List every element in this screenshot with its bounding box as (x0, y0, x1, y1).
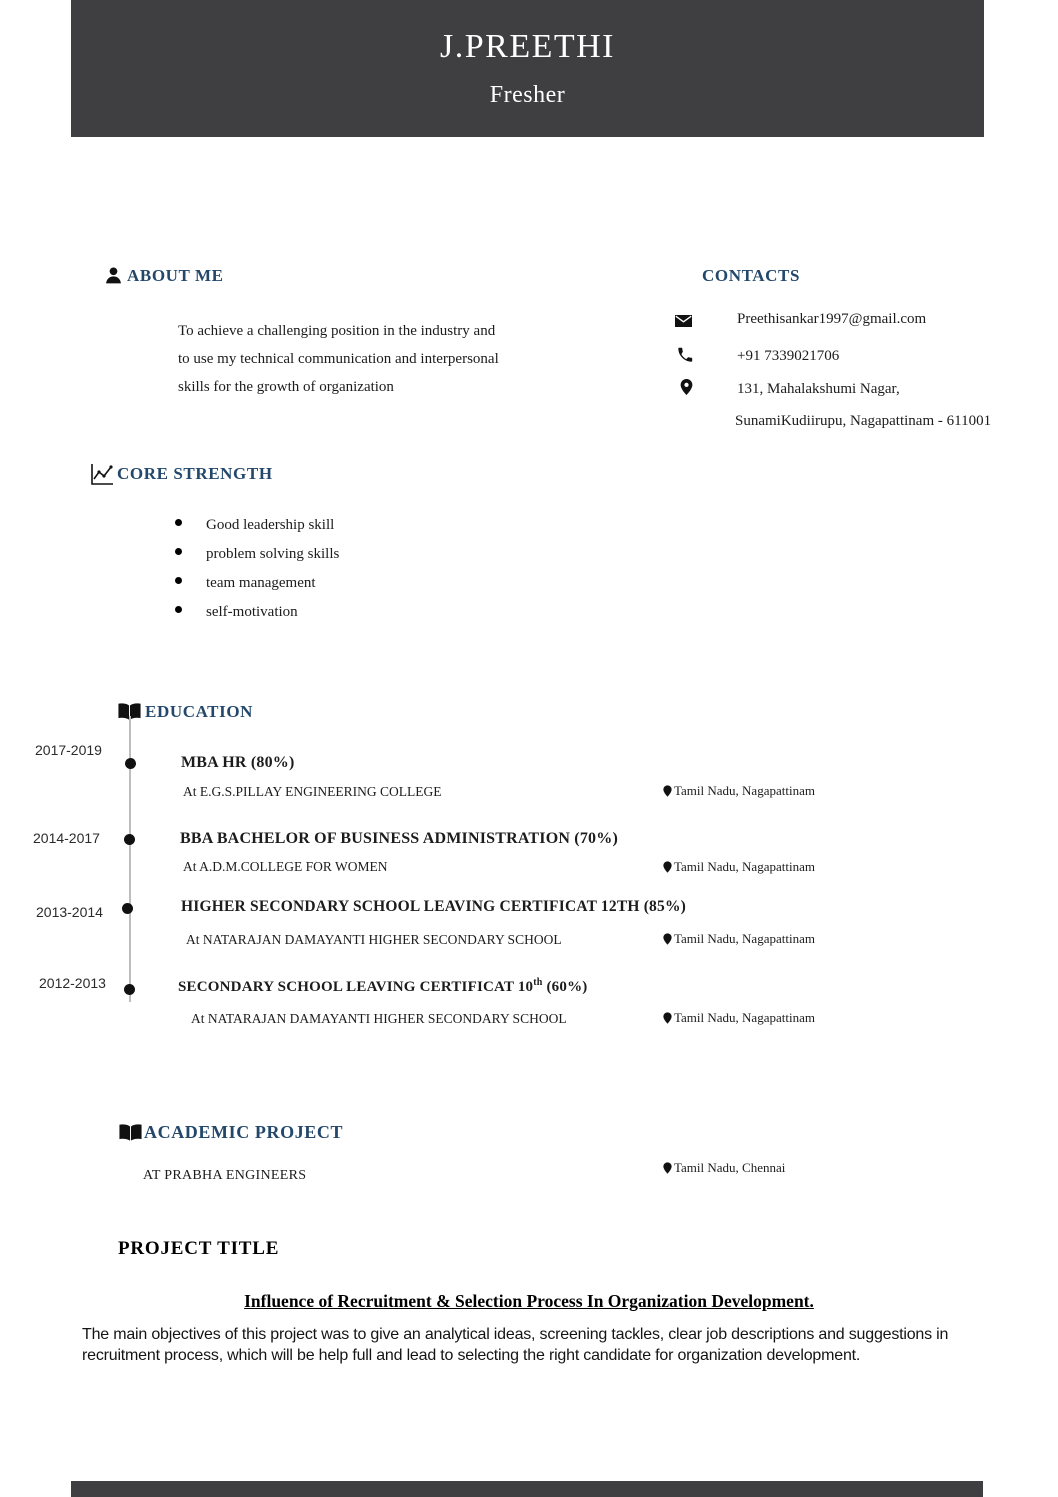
education-period: 2014-2017 (33, 830, 100, 846)
education-location (663, 1010, 815, 1026)
education-degree: BBA BACHELOR OF BUSINESS ADMINISTRATION (70%) (180, 830, 618, 847)
academic-project-location (663, 1160, 785, 1176)
academic-project-location-label: Tamil Nadu, Chennai (674, 1160, 786, 1175)
timeline-dot (124, 834, 135, 845)
bullet-icon (175, 577, 182, 584)
education-location-label: Tamil Nadu, Nagapattinam (674, 859, 815, 874)
education-location (663, 783, 815, 799)
education-degree (178, 977, 587, 996)
core-strength-item (175, 517, 339, 546)
core-strength-item (175, 575, 339, 604)
about-line: To achieve a challenging position in the industry and (178, 323, 496, 339)
bullet-icon (175, 519, 182, 526)
contact-address-line1: 131, Mahalakshumi Nagar, (737, 381, 900, 397)
education-degree-sup: th (533, 977, 543, 988)
person-subtitle: Fresher (489, 82, 566, 108)
core-strength-list (175, 517, 339, 633)
header-band (71, 0, 984, 137)
timeline-dot (125, 758, 136, 769)
map-pin-icon (680, 379, 693, 400)
project-section-title: PROJECT TITLE (118, 1238, 280, 1259)
timeline-dot (124, 984, 135, 995)
education-degree: MBA HR (80%) (181, 754, 295, 771)
bullet-icon (175, 548, 182, 555)
footer-band (71, 1481, 983, 1497)
education-location (663, 859, 815, 875)
education-location-label: Tamil Nadu, Nagapattinam (674, 1010, 815, 1025)
education-location (663, 931, 815, 947)
about-me-title: ABOUT ME (127, 265, 224, 285)
map-pin-icon (663, 861, 672, 873)
education-institution: At A.D.M.COLLEGE FOR WOMEN (183, 859, 388, 874)
section-about-me (103, 265, 224, 286)
envelope-icon (675, 314, 692, 332)
project-description: The main objectives of this project was to give an analytical ideas, screening tackles, clear job descriptions and suggestions in recruitment process, which will be help full and lead to selecting the right candidate for organization development. (82, 1326, 949, 1364)
contacts-title: CONTACTS (702, 266, 801, 285)
education-institution: At E.G.S.PILLAY ENGINEERING COLLEGE (183, 784, 442, 799)
education-location-label: Tamil Nadu, Nagapattinam (674, 783, 815, 798)
contact-address-line2: SunamiKudiirupu, Nagapattinam - 611001 (735, 413, 992, 429)
education-degree-tail: (60%) (542, 979, 588, 995)
person-name: J.PREETHI (440, 28, 615, 65)
core-strength-label: team management (206, 575, 316, 591)
contact-phone: +91 7339021706 (737, 348, 840, 364)
core-strength-title: CORE STRENGTH (117, 464, 273, 483)
education-period: 2013-2014 (36, 904, 103, 920)
education-institution: At NATARAJAN DAMAYANTI HIGHER SECONDARY SCHOOL (186, 932, 562, 947)
section-academic-project (118, 1122, 343, 1143)
education-degree: HIGHER SECONDARY SCHOOL LEAVING CERTIFICAT 12TH (85%) (181, 898, 687, 915)
core-strength-label: problem solving skills (206, 546, 340, 562)
academic-project-company: AT PRABHA ENGINEERS (143, 1168, 307, 1183)
contact-email: Preethisankar1997@gmail.com (737, 311, 927, 327)
education-period: 2017-2019 (35, 742, 102, 758)
education-institution: At NATARAJAN DAMAYANTI HIGHER SECONDARY SCHOOL (191, 1011, 567, 1026)
about-line: to use my technical communication and interpersonal (178, 351, 499, 367)
about-me-text (178, 317, 534, 401)
project-title: Influence of Recruitment & Selection Process In Organization Development. (244, 1291, 814, 1311)
section-core-strength (90, 463, 273, 485)
academic-project-title: ACADEMIC PROJECT (144, 1122, 344, 1142)
line-chart-icon (90, 463, 114, 485)
map-pin-icon (663, 785, 672, 797)
education-title: EDUCATION (145, 702, 254, 721)
section-contacts (702, 266, 800, 286)
section-education (117, 702, 253, 722)
core-strength-item (175, 604, 339, 633)
phone-icon (677, 347, 693, 368)
core-strength-label: self-motivation (206, 604, 298, 620)
core-strength-item (175, 546, 339, 575)
core-strength-label: Good leadership skill (206, 517, 335, 533)
education-location-label: Tamil Nadu, Nagapattinam (674, 931, 815, 946)
timeline-dot (122, 903, 133, 914)
education-degree-main: SECONDARY SCHOOL LEAVING CERTIFICAT 10 (178, 979, 534, 995)
map-pin-icon (663, 1162, 672, 1174)
open-book-icon (118, 1123, 143, 1143)
person-icon (103, 265, 124, 286)
map-pin-icon (663, 1012, 672, 1024)
about-line: skills for the growth of organization (178, 379, 394, 395)
bullet-icon (175, 606, 182, 613)
education-period: 2012-2013 (39, 975, 106, 991)
map-pin-icon (663, 933, 672, 945)
